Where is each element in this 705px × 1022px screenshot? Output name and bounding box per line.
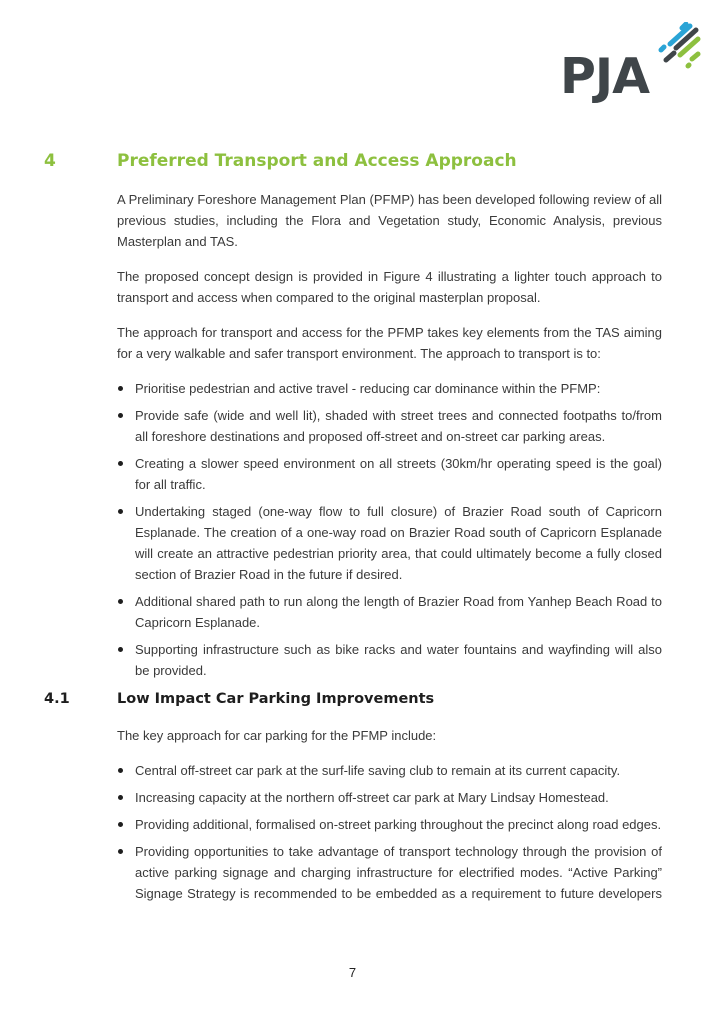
bullet-icon (118, 795, 123, 800)
bullet-icon (118, 849, 123, 854)
bullet-icon (118, 386, 123, 391)
list-item: Increasing capacity at the northern off-street car park at Mary Lindsay Homestead. (117, 787, 662, 808)
list-item: Supporting infrastructure such as bike racks and water fountains and wayfinding will also be provided. (117, 639, 662, 681)
list-item: Providing additional, formalised on-street parking throughout the precinct along road edges. (117, 814, 662, 835)
list-item: Undertaking staged (one-way flow to full closure) of Brazier Road south of Capricorn Esplanade. The creation of a one-way road on Brazier Road south of Capricorn Esplanade will create an attractive pedestrian priority area, that could ultimately become a fully closed section of Brazier Road in the future if desired. (117, 501, 662, 585)
paragraph: A Preliminary Foreshore Management Plan (PFMP) has been developed following review of all previous studies, including the Flora and Vegetation study, Economic Analysis, previous Masterplan and TAS. (117, 192, 662, 249)
bullet-icon (118, 768, 123, 773)
section-title: Preferred Transport and Access Approach (117, 151, 517, 171)
logo-wordmark: PJA (560, 48, 650, 105)
bullet-icon (118, 599, 123, 604)
list-item: Prioritise pedestrian and active travel - reducing car dominance within the PFMP: (117, 378, 662, 399)
subsection-number: 4.1 (44, 691, 70, 707)
transport-approach-list (117, 378, 662, 687)
car-parking-list (117, 760, 662, 910)
list-item: Providing opportunities to take advantage of transport technology through the provision of active parking signage and charging infrastructure for electrified modes. “Active Parking” Signage Strategy is recommended to be embedded as a requirement to future developers (117, 841, 662, 904)
paragraph: The key approach for car parking for the PFMP include: (117, 728, 437, 743)
bullet-icon (118, 509, 123, 514)
list-item: Provide safe (wide and well lit), shaded with street trees and connected footpaths to/from all foreshore destinations and proposed off-street and on-street car parking areas. (117, 405, 662, 447)
list-item: Creating a slower speed environment on all streets (30km/hr operating speed is the goal) for all traffic. (117, 453, 662, 495)
bullet-icon (118, 822, 123, 827)
bullet-icon (118, 647, 123, 652)
list-item: Additional shared path to run along the length of Brazier Road from Yanhep Beach Road to Capricorn Esplanade. (117, 591, 662, 633)
subsection-title: Low Impact Car Parking Improvements (117, 691, 435, 707)
section-number: 4 (44, 151, 56, 171)
list-item: Central off-street car park at the surf-life saving club to remain at its current capacity. (117, 760, 662, 781)
pja-logo (556, 22, 702, 104)
logo-stripes-icon (652, 22, 702, 70)
paragraph: The approach for transport and access for the PFMP takes key elements from the TAS aiming for a very walkable and safer transport environment. The approach to transport is to: (117, 325, 662, 361)
page-number: 7 (348, 965, 357, 980)
bullet-icon (118, 413, 123, 418)
paragraph: The proposed concept design is provided in Figure 4 illustrating a lighter touch approach to transport and access when compared to the original masterplan proposal. (117, 269, 662, 305)
bullet-icon (118, 461, 123, 466)
